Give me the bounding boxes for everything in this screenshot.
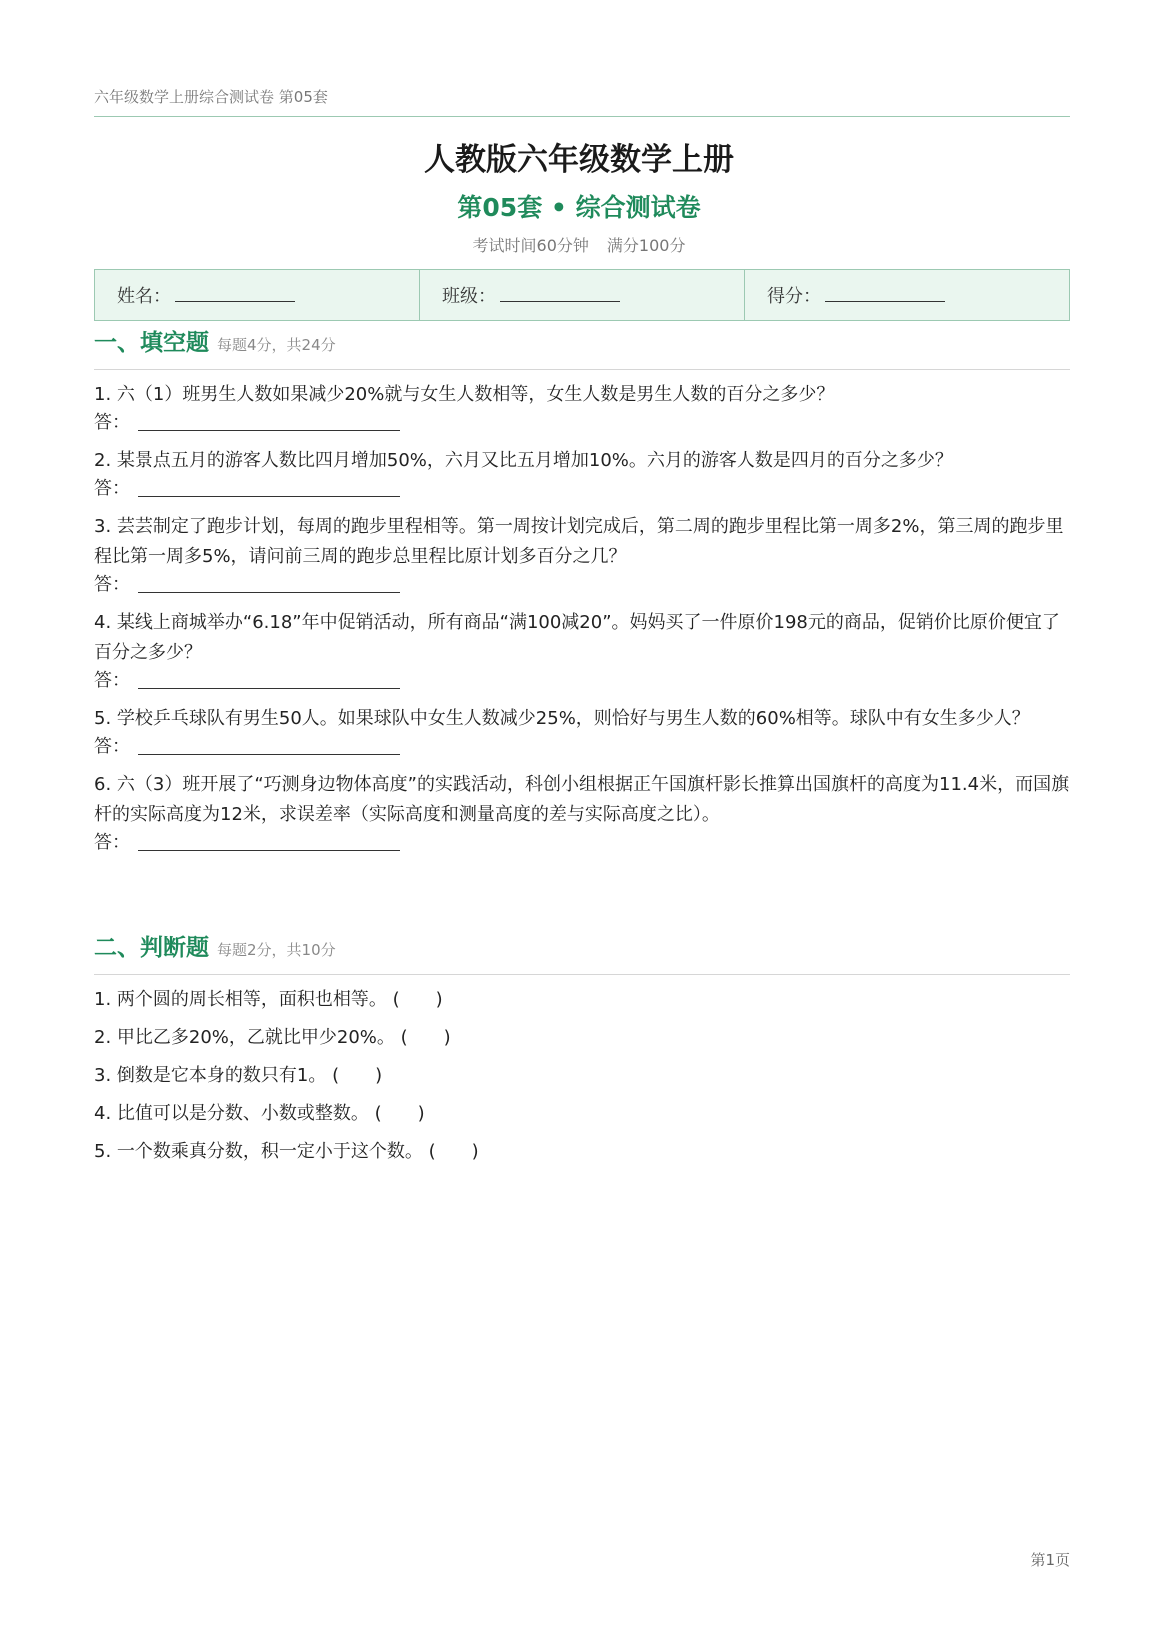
answer-label: 答： [94, 832, 130, 853]
answer-label: 答： [94, 670, 130, 691]
section-header [94, 324, 1070, 357]
answer-row [94, 734, 1070, 760]
answer-blank[interactable] [138, 739, 400, 755]
judge-item[interactable]: 2. 甲比乙多20%，乙就比甲少20%。 ( ) [94, 1027, 451, 1048]
class-field[interactable] [419, 270, 744, 320]
judge-item[interactable]: 5. 一个数乘真分数，积一定小于这个数。 ( ) [94, 1141, 479, 1162]
class-blank[interactable] [500, 288, 620, 302]
question-text: 5. 学校乒乓球队有男生50人。如果球队中女生人数减少25%，则恰好与男生人数的60%相等。球队中有女生多少人？ [94, 708, 1030, 729]
score-label: 得分： [767, 286, 821, 307]
header-divider [94, 116, 1070, 117]
page-number: 第1页 [1030, 1551, 1070, 1569]
exam-info [0, 233, 1158, 256]
answer-label: 答： [94, 736, 130, 757]
section-divider [94, 369, 1070, 370]
answer-blank[interactable] [138, 415, 400, 431]
student-info-box [94, 269, 1070, 321]
name-blank[interactable] [175, 288, 295, 302]
answer-row [94, 830, 1070, 856]
question-text: 1. 六（1）班男生人数如果减少20%就与女生人数相等，女生人数是男生人数的百分之多少？ [94, 384, 835, 405]
answer-label: 答： [94, 478, 130, 499]
question-item [94, 608, 1070, 694]
judge-question-list [94, 981, 1070, 1171]
section-fill-blank [94, 324, 1070, 866]
question-item [94, 512, 1070, 598]
name-field[interactable] [95, 270, 419, 320]
section-note: 每题4分，共24分 [217, 336, 336, 354]
answer-blank[interactable] [138, 577, 400, 593]
section-divider [94, 974, 1070, 975]
question-item [94, 380, 1070, 436]
answer-row [94, 572, 1070, 598]
page-subtitle: 第05套 • 综合测试卷 [457, 193, 701, 222]
class-label: 班级： [442, 286, 496, 307]
judge-item[interactable]: 4. 比值可以是分数、小数或整数。 ( ) [94, 1103, 425, 1124]
question-item [94, 704, 1070, 760]
section-title: 一、填空题 [94, 330, 209, 356]
question-text: 2. 某景点五月的游客人数比四月增加50%，六月又比五月增加10%。六月的游客人数是四月的百分之多少？ [94, 450, 953, 471]
fill-question-list [94, 380, 1070, 856]
answer-row [94, 668, 1070, 694]
answer-blank[interactable] [138, 835, 400, 851]
answer-label: 答： [94, 412, 130, 433]
page-title: 人教版六年级数学上册 [424, 142, 734, 178]
exam-full-score: 满分100分 [606, 236, 686, 255]
answer-blank[interactable] [138, 673, 400, 689]
exam-time: 考试时间60分钟 [472, 236, 589, 255]
section-true-false [94, 929, 1070, 1171]
question-text: 4. 某线上商城举办“6.18”年中促销活动，所有商品“满100减20”。妈妈买了一件原价198元的商品，促销价比原价便宜了百分之多少？ [94, 612, 1060, 663]
judge-item[interactable]: 3. 倒数是它本身的数只有1。 ( ) [94, 1065, 383, 1086]
section-title: 二、判断题 [94, 935, 209, 961]
section-note: 每题2分，共10分 [217, 941, 336, 959]
score-field[interactable] [744, 270, 1069, 320]
answer-row [94, 476, 1070, 502]
question-text: 3. 芸芸制定了跑步计划，每周的跑步里程相等。第一周按计划完成后，第二周的跑步里程比第一周多2%，第三周的跑步里程比第一周多5%，请问前三周的跑步总里程比原计划多百分之几？ [94, 516, 1064, 567]
judge-item[interactable]: 1. 两个圆的周长相等，面积也相等。 ( ) [94, 989, 443, 1010]
name-label: 姓名： [117, 286, 171, 307]
question-item [94, 770, 1070, 856]
answer-blank[interactable] [138, 481, 400, 497]
answer-label: 答： [94, 574, 130, 595]
score-blank[interactable] [825, 288, 945, 302]
running-header: 六年级数学上册综合测试卷 第05套 [94, 88, 328, 106]
question-text: 6. 六（3）班开展了“巧测身边物体高度”的实践活动，科创小组根据正午国旗杆影长推算出国旗杆的高度为11.4米，而国旗杆的实际高度为12米，求误差率（实际高度和测量高度的差与实际高度之比）。 [94, 774, 1070, 825]
section-header [94, 929, 1070, 962]
answer-row [94, 410, 1070, 436]
question-item [94, 446, 1070, 502]
